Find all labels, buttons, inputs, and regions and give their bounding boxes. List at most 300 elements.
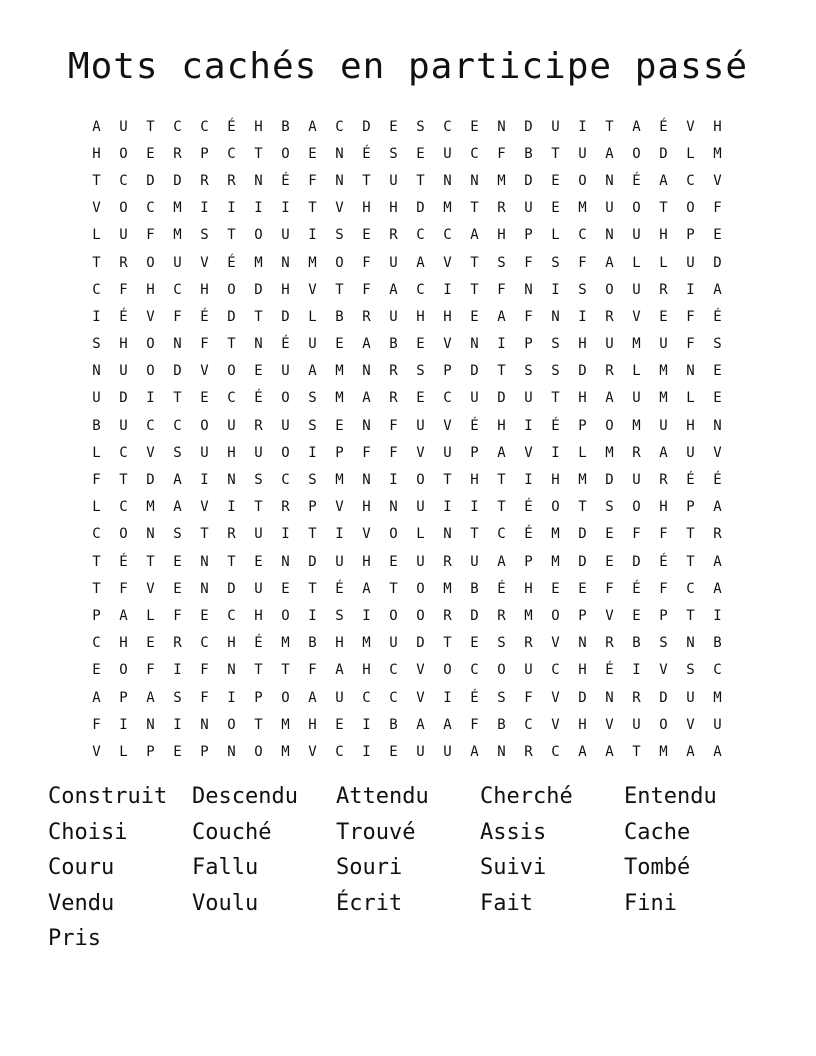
grid-letter: M <box>443 580 452 597</box>
grid-letter: E <box>470 308 479 325</box>
puzzle-title: Mots cachés en participe passé <box>67 46 749 87</box>
grid-letter: H <box>578 336 587 353</box>
grid-letter: C <box>389 662 398 679</box>
grid-letter: U <box>605 336 614 353</box>
grid-letter: T <box>497 472 506 489</box>
grid-letter: R <box>389 363 398 380</box>
grid-letter: V <box>146 580 155 597</box>
grid-letter: F <box>173 607 182 624</box>
grid-letter: R <box>605 308 614 325</box>
grid-letter: D <box>497 390 506 407</box>
grid-letter: U <box>254 526 263 543</box>
grid-letter: C <box>92 526 101 543</box>
grid-letter: B <box>470 580 479 597</box>
grid-letter: É <box>524 499 533 516</box>
grid-letter: M <box>254 254 263 271</box>
grid-letter: É <box>632 580 641 597</box>
grid-letter: T <box>470 281 479 298</box>
grid-letter: R <box>632 444 641 461</box>
grid-letter: V <box>335 200 344 217</box>
grid-letter: S <box>92 336 101 353</box>
grid-letter: E <box>335 417 344 434</box>
grid-letter: C <box>173 417 182 434</box>
grid-letter: N <box>362 472 371 489</box>
grid-letter: I <box>308 444 317 461</box>
grid-letter: S <box>497 635 506 652</box>
grid-letter: U <box>119 363 128 380</box>
grid-letter: C <box>119 444 128 461</box>
grid-letter: B <box>524 145 533 162</box>
grid-letter: V <box>308 743 317 760</box>
grid-letter: I <box>443 689 452 706</box>
grid-letter: O <box>119 662 128 679</box>
grid-letter: M <box>551 526 560 543</box>
grid-letter: I <box>308 227 317 244</box>
grid-letter: T <box>362 172 371 189</box>
grid-letter: R <box>173 145 182 162</box>
grid-letter: D <box>227 580 236 597</box>
grid-letter: B <box>335 308 344 325</box>
grid-letter: C <box>443 390 452 407</box>
grid-letter: O <box>632 145 641 162</box>
grid-letter: H <box>362 499 371 516</box>
grid-letter: F <box>686 336 695 353</box>
grid-letter: H <box>227 635 236 652</box>
grid-letter: U <box>389 254 398 271</box>
grid-letter: P <box>686 227 695 244</box>
grid-letter: U <box>551 118 560 135</box>
grid-letter: T <box>470 200 479 217</box>
grid-letter: U <box>416 743 425 760</box>
grid-letter: C <box>524 716 533 733</box>
grid-letter: O <box>416 607 425 624</box>
grid-letter: E <box>92 662 101 679</box>
grid-letter: E <box>389 118 398 135</box>
grid-letter: E <box>578 580 587 597</box>
grid-letter: É <box>254 635 263 652</box>
grid-letter: E <box>254 553 263 570</box>
grid-letter: É <box>632 172 641 189</box>
grid-letter: U <box>632 472 641 489</box>
grid-letter: H <box>254 607 263 624</box>
grid-letter: T <box>146 553 155 570</box>
grid-letter: C <box>173 118 182 135</box>
grid-letter: P <box>119 689 128 706</box>
grid-letter: U <box>119 118 128 135</box>
grid-letter: D <box>578 689 587 706</box>
grid-letter: S <box>578 281 587 298</box>
grid-letter: N <box>605 172 614 189</box>
grid-letter: C <box>200 635 209 652</box>
word-list-item: Tombé <box>624 855 691 880</box>
grid-letter: T <box>92 580 101 597</box>
grid-letter: M <box>335 363 344 380</box>
grid-letter: L <box>92 499 101 516</box>
grid-letter: P <box>578 417 587 434</box>
grid-letter: T <box>389 580 398 597</box>
grid-letter: U <box>389 172 398 189</box>
grid-letter: E <box>713 363 722 380</box>
grid-letter: R <box>389 390 398 407</box>
grid-letter: R <box>713 526 722 543</box>
grid-letter: C <box>227 607 236 624</box>
grid-letter: U <box>308 336 317 353</box>
grid-letter: D <box>146 172 155 189</box>
grid-letter: E <box>470 118 479 135</box>
grid-letter: D <box>119 390 128 407</box>
grid-letter: O <box>281 689 290 706</box>
grid-letter: H <box>92 145 101 162</box>
grid-letter: T <box>416 172 425 189</box>
grid-letter: A <box>497 444 506 461</box>
grid-letter: V <box>713 172 722 189</box>
word-list-item: Écrit <box>336 890 403 916</box>
grid-letter: E <box>173 743 182 760</box>
grid-letter: C <box>362 689 371 706</box>
grid-letter: E <box>551 200 560 217</box>
grid-letter: N <box>686 635 695 652</box>
grid-letter: M <box>281 743 290 760</box>
grid-letter: C <box>200 118 209 135</box>
grid-letter: F <box>362 281 371 298</box>
grid-letter: C <box>119 499 128 516</box>
grid-letter: S <box>173 444 182 461</box>
grid-letter: U <box>713 716 722 733</box>
grid-letter: E <box>389 553 398 570</box>
grid-letter: U <box>227 417 236 434</box>
grid-letter: É <box>227 254 236 271</box>
grid-letter: V <box>551 635 560 652</box>
grid-letter: F <box>605 580 614 597</box>
grid-letter: H <box>362 662 371 679</box>
grid-letter: R <box>632 689 641 706</box>
grid-letter: N <box>686 363 695 380</box>
grid-letter: V <box>200 363 209 380</box>
grid-letter: H <box>119 336 128 353</box>
grid-letter: B <box>632 635 641 652</box>
word-list-item: Fallu <box>192 855 259 880</box>
grid-letter: U <box>389 635 398 652</box>
grid-letter: M <box>524 607 533 624</box>
grid-letter: I <box>470 499 479 516</box>
grid-letter: T <box>227 227 236 244</box>
grid-letter: F <box>173 308 182 325</box>
grid-letter: S <box>308 472 317 489</box>
grid-letter: S <box>497 254 506 271</box>
grid-letter: N <box>443 526 452 543</box>
grid-letter: F <box>308 172 317 189</box>
grid-letter: U <box>443 444 452 461</box>
word-list-item: Trouvé <box>336 819 416 845</box>
grid-letter: F <box>389 417 398 434</box>
grid-letter: A <box>173 499 182 516</box>
grid-letter: D <box>416 200 425 217</box>
grid-letter: N <box>254 172 263 189</box>
grid-letter: O <box>632 499 641 516</box>
grid-letter: O <box>389 607 398 624</box>
grid-letter: C <box>443 227 452 244</box>
grid-letter: L <box>146 607 155 624</box>
grid-letter: O <box>632 200 641 217</box>
grid-letter: R <box>119 254 128 271</box>
grid-letter: L <box>416 526 425 543</box>
grid-letter: U <box>281 363 290 380</box>
grid-letter: O <box>227 281 236 298</box>
grid-letter: M <box>281 716 290 733</box>
grid-letter: R <box>254 417 263 434</box>
grid-letter: U <box>632 716 641 733</box>
grid-letter: É <box>281 172 290 189</box>
grid-letter: I <box>227 200 236 217</box>
grid-letter: V <box>686 118 695 135</box>
grid-letter: S <box>308 390 317 407</box>
grid-letter: V <box>416 689 425 706</box>
grid-letter: U <box>632 281 641 298</box>
grid-letter: A <box>362 390 371 407</box>
grid-letter: P <box>524 336 533 353</box>
grid-letter: B <box>713 635 722 652</box>
grid-letter: R <box>497 607 506 624</box>
grid-letter: L <box>92 227 101 244</box>
grid-letter: P <box>200 743 209 760</box>
grid-letter: T <box>686 553 695 570</box>
grid-letter: V <box>713 444 722 461</box>
grid-letter: M <box>308 254 317 271</box>
grid-letter: C <box>119 172 128 189</box>
grid-letter: S <box>605 499 614 516</box>
grid-letter: L <box>551 227 560 244</box>
grid-letter: H <box>281 281 290 298</box>
grid-letter: P <box>524 227 533 244</box>
grid-letter: T <box>92 172 101 189</box>
grid-letter: V <box>200 499 209 516</box>
word-list-item: Couché <box>192 819 272 845</box>
grid-letter: I <box>227 689 236 706</box>
grid-letter: I <box>362 716 371 733</box>
grid-letter: U <box>470 390 479 407</box>
grid-letter: O <box>389 526 398 543</box>
grid-letter: É <box>470 689 479 706</box>
grid-letter: A <box>497 553 506 570</box>
grid-letter: E <box>605 553 614 570</box>
grid-letter: S <box>659 635 668 652</box>
grid-letter: I <box>173 716 182 733</box>
grid-letter: U <box>686 689 695 706</box>
grid-letter: O <box>254 227 263 244</box>
grid-letter: E <box>551 172 560 189</box>
grid-letter: A <box>605 254 614 271</box>
word-list-item: Pris <box>48 926 101 951</box>
grid-letter: A <box>713 580 722 597</box>
grid-letter: N <box>605 227 614 244</box>
grid-letter: U <box>173 254 182 271</box>
grid-letter: I <box>497 336 506 353</box>
grid-letter: C <box>173 281 182 298</box>
grid-letter: M <box>659 390 668 407</box>
grid-letter: É <box>713 308 722 325</box>
grid-letter: I <box>686 281 695 298</box>
grid-letter: P <box>443 363 452 380</box>
grid-letter: I <box>146 390 155 407</box>
grid-letter: R <box>281 499 290 516</box>
grid-letter: L <box>686 145 695 162</box>
grid-letter: É <box>713 472 722 489</box>
grid-letter: P <box>470 444 479 461</box>
grid-letter: A <box>335 662 344 679</box>
grid-letter: P <box>92 607 101 624</box>
grid-letter: D <box>524 118 533 135</box>
grid-letter: C <box>578 227 587 244</box>
grid-letter: O <box>281 390 290 407</box>
grid-letter: E <box>335 336 344 353</box>
grid-letter: É <box>524 526 533 543</box>
grid-letter: B <box>389 716 398 733</box>
grid-letter: S <box>686 662 695 679</box>
grid-letter: É <box>119 308 128 325</box>
grid-letter: O <box>551 499 560 516</box>
grid-letter: N <box>281 553 290 570</box>
grid-letter: I <box>227 499 236 516</box>
grid-letter: R <box>605 635 614 652</box>
grid-letter: U <box>578 145 587 162</box>
grid-letter: C <box>227 390 236 407</box>
grid-letter: L <box>92 444 101 461</box>
grid-letter: E <box>200 390 209 407</box>
grid-letter: L <box>578 444 587 461</box>
grid-letter: T <box>254 499 263 516</box>
grid-letter: C <box>497 526 506 543</box>
grid-letter: P <box>686 499 695 516</box>
grid-letter: V <box>659 662 668 679</box>
grid-letter: H <box>524 580 533 597</box>
grid-letter: D <box>146 472 155 489</box>
grid-letter: A <box>146 689 155 706</box>
grid-letter: É <box>254 390 263 407</box>
grid-letter: C <box>389 689 398 706</box>
grid-letter: A <box>713 499 722 516</box>
word-list-item: Suivi <box>480 855 547 880</box>
grid-letter: U <box>632 390 641 407</box>
grid-letter: F <box>92 472 101 489</box>
grid-letter: N <box>200 716 209 733</box>
grid-letter: H <box>497 227 506 244</box>
grid-letter: H <box>659 499 668 516</box>
grid-letter: P <box>659 607 668 624</box>
grid-letter: F <box>119 580 128 597</box>
grid-letter: O <box>227 716 236 733</box>
grid-letter: U <box>254 444 263 461</box>
grid-letter: N <box>470 172 479 189</box>
grid-letter: C <box>551 662 560 679</box>
grid-letter: C <box>146 200 155 217</box>
grid-letter: I <box>632 662 641 679</box>
grid-letter: F <box>92 716 101 733</box>
grid-letter: A <box>632 118 641 135</box>
grid-letter: S <box>551 363 560 380</box>
word-list-item: Attendu <box>336 784 429 809</box>
grid-letter: A <box>713 281 722 298</box>
grid-letter: I <box>713 607 722 624</box>
grid-letter: M <box>551 553 560 570</box>
grid-letter: V <box>92 200 101 217</box>
grid-letter: I <box>173 662 182 679</box>
grid-letter: É <box>119 553 128 570</box>
grid-letter: F <box>308 662 317 679</box>
grid-letter: F <box>524 254 533 271</box>
grid-letter: D <box>578 363 587 380</box>
grid-letter: E <box>389 743 398 760</box>
grid-letter: E <box>308 145 317 162</box>
grid-letter: M <box>173 200 182 217</box>
grid-letter: C <box>335 118 344 135</box>
grid-letter: V <box>362 526 371 543</box>
grid-letter: P <box>335 444 344 461</box>
grid-letter: F <box>497 145 506 162</box>
grid-letter: I <box>281 526 290 543</box>
grid-letter: T <box>227 336 236 353</box>
grid-letter: V <box>92 743 101 760</box>
grid-letter: B <box>92 417 101 434</box>
grid-letter: T <box>497 363 506 380</box>
grid-letter: E <box>173 580 182 597</box>
grid-letter: D <box>308 553 317 570</box>
grid-letter: I <box>200 472 209 489</box>
grid-letter: S <box>497 689 506 706</box>
grid-letter: A <box>659 172 668 189</box>
grid-letter: O <box>578 172 587 189</box>
grid-letter: A <box>416 254 425 271</box>
grid-letter: T <box>92 254 101 271</box>
grid-letter: T <box>254 716 263 733</box>
grid-letter: H <box>578 716 587 733</box>
grid-letter: D <box>632 553 641 570</box>
grid-letter: U <box>686 444 695 461</box>
grid-letter: T <box>497 499 506 516</box>
word-list-item: Voulu <box>192 890 259 916</box>
grid-letter: L <box>119 743 128 760</box>
grid-letter: R <box>497 200 506 217</box>
grid-letter: V <box>200 254 209 271</box>
grid-letter: N <box>551 308 560 325</box>
grid-letter: I <box>254 200 263 217</box>
grid-letter: A <box>713 743 722 760</box>
grid-letter: M <box>578 200 587 217</box>
grid-letter: A <box>173 472 182 489</box>
word-list-item: Vendu <box>48 890 115 916</box>
grid-letter: U <box>416 417 425 434</box>
grid-letter: I <box>578 308 587 325</box>
grid-letter: O <box>605 281 614 298</box>
grid-letter: H <box>146 281 155 298</box>
grid-letter: A <box>92 689 101 706</box>
grid-letter: N <box>200 553 209 570</box>
grid-letter: H <box>470 472 479 489</box>
grid-letter: E <box>200 607 209 624</box>
grid-letter: V <box>416 662 425 679</box>
word-list-item: Souri <box>336 855 403 880</box>
grid-letter: N <box>578 635 587 652</box>
grid-letter: T <box>443 635 452 652</box>
grid-letter: N <box>713 417 722 434</box>
grid-letter: T <box>308 200 317 217</box>
grid-letter: O <box>119 200 128 217</box>
grid-letter: V <box>335 499 344 516</box>
grid-letter: A <box>713 553 722 570</box>
grid-letter: I <box>551 444 560 461</box>
grid-letter: T <box>578 499 587 516</box>
grid-letter: S <box>173 526 182 543</box>
grid-letter: O <box>443 662 452 679</box>
